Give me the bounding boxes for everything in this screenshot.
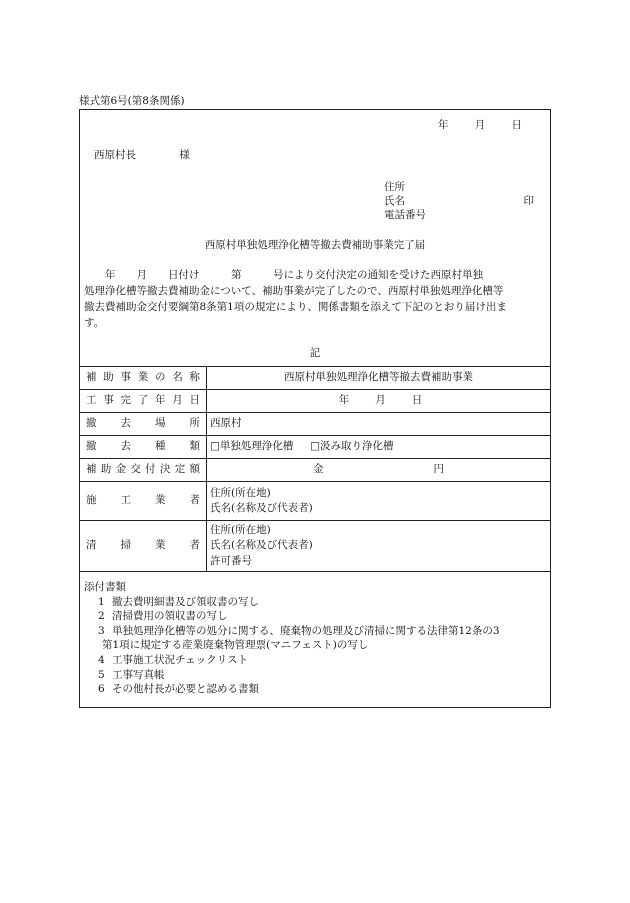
type-options (207, 436, 551, 459)
submission-date (438, 118, 522, 133)
project-name-value: 西原村単独処理浄化槽等撤去費補助事業 (207, 367, 551, 390)
row-label-project-name: 補 助 事 業 の 名 称 (80, 367, 207, 390)
table-row (80, 521, 551, 572)
cleaner-value: 住所(所在地) 氏名(名称及び代表者) 許可番号 (207, 521, 551, 572)
addressee-honorific: 様 (179, 149, 190, 161)
body-line: す。 (84, 317, 105, 329)
body-paragraph (84, 267, 546, 331)
table-row (80, 482, 551, 521)
attachments-heading: 添付書類 (84, 581, 126, 593)
row-label-completion-date: 工 事 完 了 年 月 日 (80, 390, 207, 413)
date-month: 月 (474, 119, 486, 131)
form-number-label: 様式第6号(第8条関係) (79, 95, 185, 107)
attachment-item: 2 清掃費用の領収書の写し (98, 610, 228, 623)
row-label-contractor: 施 工 業 者 (80, 482, 207, 521)
amount-value: 金 円 (207, 459, 551, 482)
applicant-name-label: 氏名 (384, 195, 405, 207)
table-row (80, 367, 551, 390)
location-value: 西原村 (207, 413, 551, 436)
date-year: 年 (438, 119, 449, 131)
details-table (79, 366, 551, 572)
applicant-address-label: 住所 (384, 181, 405, 193)
table-row (80, 459, 551, 482)
body-line: 処理浄化槽等撤去費補助金について、補助事業が完了したので、西原村単独処理浄化槽等 (84, 285, 504, 297)
row-label-type: 撤 去 種 類 (80, 436, 207, 459)
seal-mark: 印 (523, 195, 534, 207)
table-row (80, 390, 551, 413)
row-label-amount: 補 助 金 交 付 決 定 額 (80, 459, 207, 482)
contractor-value: 住所(所在地) 氏名(名称及び代表者) (207, 482, 551, 521)
table-row (80, 413, 551, 436)
addressee (94, 148, 190, 163)
attachment-item: 4 工事施工状況チェックリスト (98, 653, 248, 666)
body-line: 年 月 日付け 第 号により交付決定の通知を受けた西原村単独 (84, 269, 483, 281)
attachment-item: 5 工事写真帳 (98, 668, 165, 681)
table-row (80, 436, 551, 459)
date-day: 日 (511, 119, 522, 131)
attachments-section (84, 580, 546, 697)
checkbox-pit-tank[interactable]: □汲み取り浄化槽 (310, 440, 394, 453)
applicant-block (384, 180, 534, 222)
row-label-location: 撤 去 場 所 (80, 413, 207, 436)
document-title: 西原村単独処理浄化槽等撤去費補助事業完了届 (204, 239, 426, 251)
body-line: 撤去費補助金交付要綱第8条第1項の規定により、関係書類を添えて下記のとおり届け出ま (84, 301, 507, 313)
applicant-phone-label: 電話番号 (384, 209, 426, 221)
checkbox-single-tank[interactable]: □単独処理浄化槽 (210, 440, 294, 453)
form-frame (79, 109, 551, 708)
completion-date-value: 年 月 日 (207, 390, 551, 413)
row-label-cleaner: 清 掃 業 者 (80, 521, 207, 572)
attachment-item: 6 その他村長が必要と認める書類 (98, 683, 259, 696)
addressee-name: 西原村長 (94, 149, 136, 161)
attachment-item: 3 単独処理浄化槽等の処分に関する、廃棄物の処理及び清掃に関する法律第12条の3 第1項に規定する産業廃棄物管理票(マニフェスト)の写し (98, 624, 500, 652)
ki-heading: 記 (309, 347, 321, 359)
attachment-item: 1 撤去費明細書及び領収書の写し (98, 595, 259, 608)
